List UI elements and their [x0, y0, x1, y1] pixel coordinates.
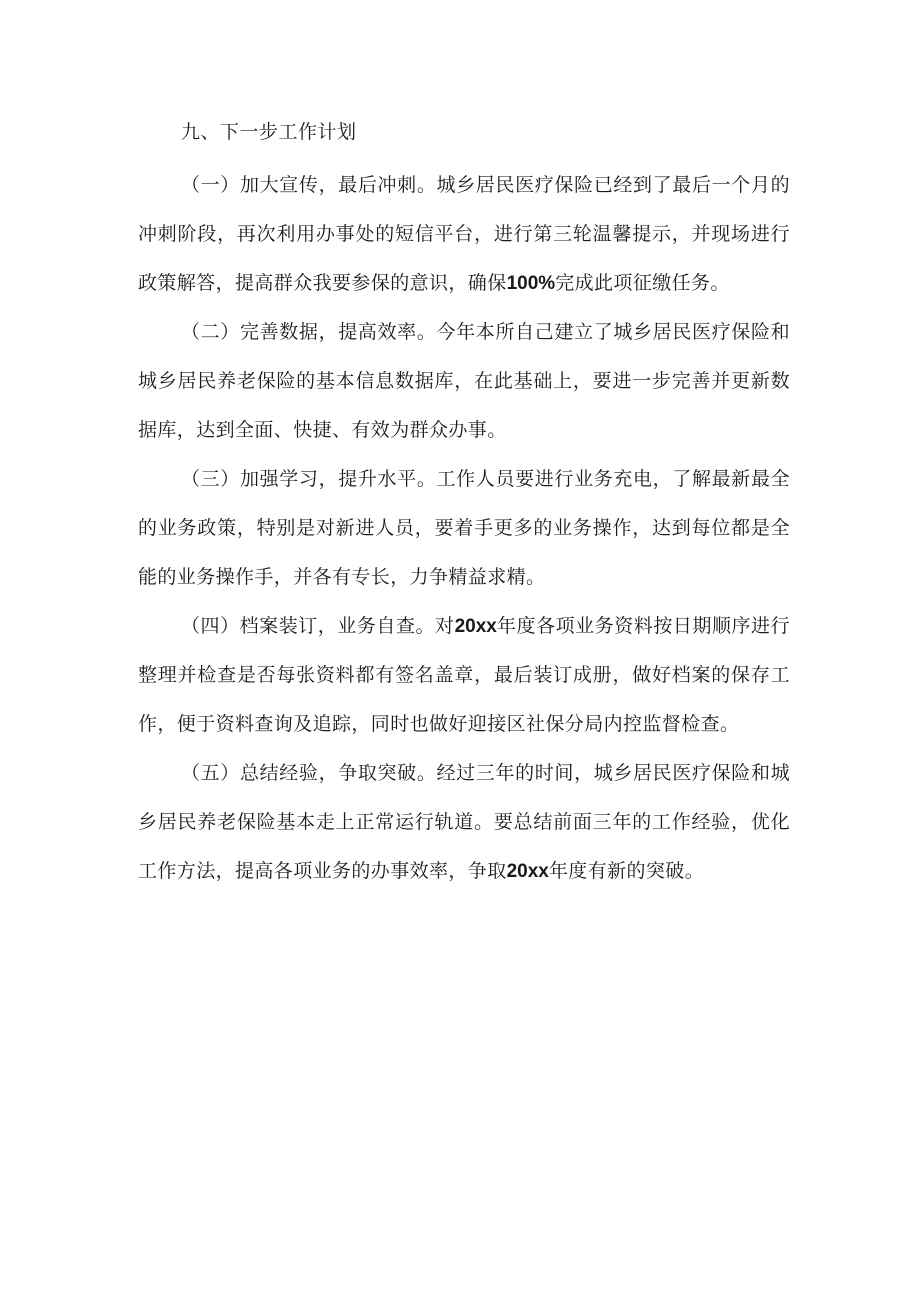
plan-item-1 — [138, 161, 790, 308]
plan-item-5 — [138, 749, 790, 896]
plan-item-1-percent: 100% — [506, 273, 556, 294]
plan-item-4-text-a: （四）档案装订，业务自查。对 — [181, 615, 455, 637]
plan-item-1-text-a: （一）加大宣传，最后冲刺。城乡居民医疗保险已经到了最后一个月的冲刺阶段，再次利用办事处的短信平台，进行第三轮温馨提示，并现场进行政策解答，提高群众我要参保的意识，确保 — [138, 174, 790, 294]
plan-item-5-text-a: （五）总结经验，争取突破。经过三年的时间，城乡居民医疗保险和城乡居民养老保险基本走上正常运行轨道。要总结前面三年的工作经验，优化工作方法，提高各项业务的办事效率，争取 — [138, 762, 790, 882]
plan-item-1-text-b: 完成此项征缴任务。 — [555, 272, 730, 294]
plan-item-3: （三）加强学习，提升水平。工作人员要进行业务充电，了解最新最全的业务政策，特别是对新进人员，要着手更多的业务操作，达到每位都是全能的业务操作手，并各有专长，力争精益求精。 — [138, 468, 790, 588]
plan-item-5-year: 20xx — [506, 861, 549, 882]
plan-item-4-year: 20xx — [454, 616, 497, 637]
plan-item-4 — [138, 602, 790, 749]
plan-item-5-text-b: 年度有新的突破。 — [548, 860, 705, 882]
plan-item-2: （二）完善数据，提高效率。今年本所自己建立了城乡居民医疗保险和城乡居民养老保险的基本信息数据库，在此基础上，要进一步完善并更新数据库，达到全面、快捷、有效为群众办事。 — [138, 321, 790, 441]
document-page — [138, 112, 790, 896]
section-heading: 九、下一步工作计划 — [181, 121, 357, 143]
plan-item-4-text-b: 年度各项业务资料按日期顺序进行整理并检查是否每张资料都有签名盖章，最后装订成册，做好档案的保存工作，便于资料查询及追踪，同时也做好迎接区社保分局内控监督检查。 — [138, 615, 790, 735]
